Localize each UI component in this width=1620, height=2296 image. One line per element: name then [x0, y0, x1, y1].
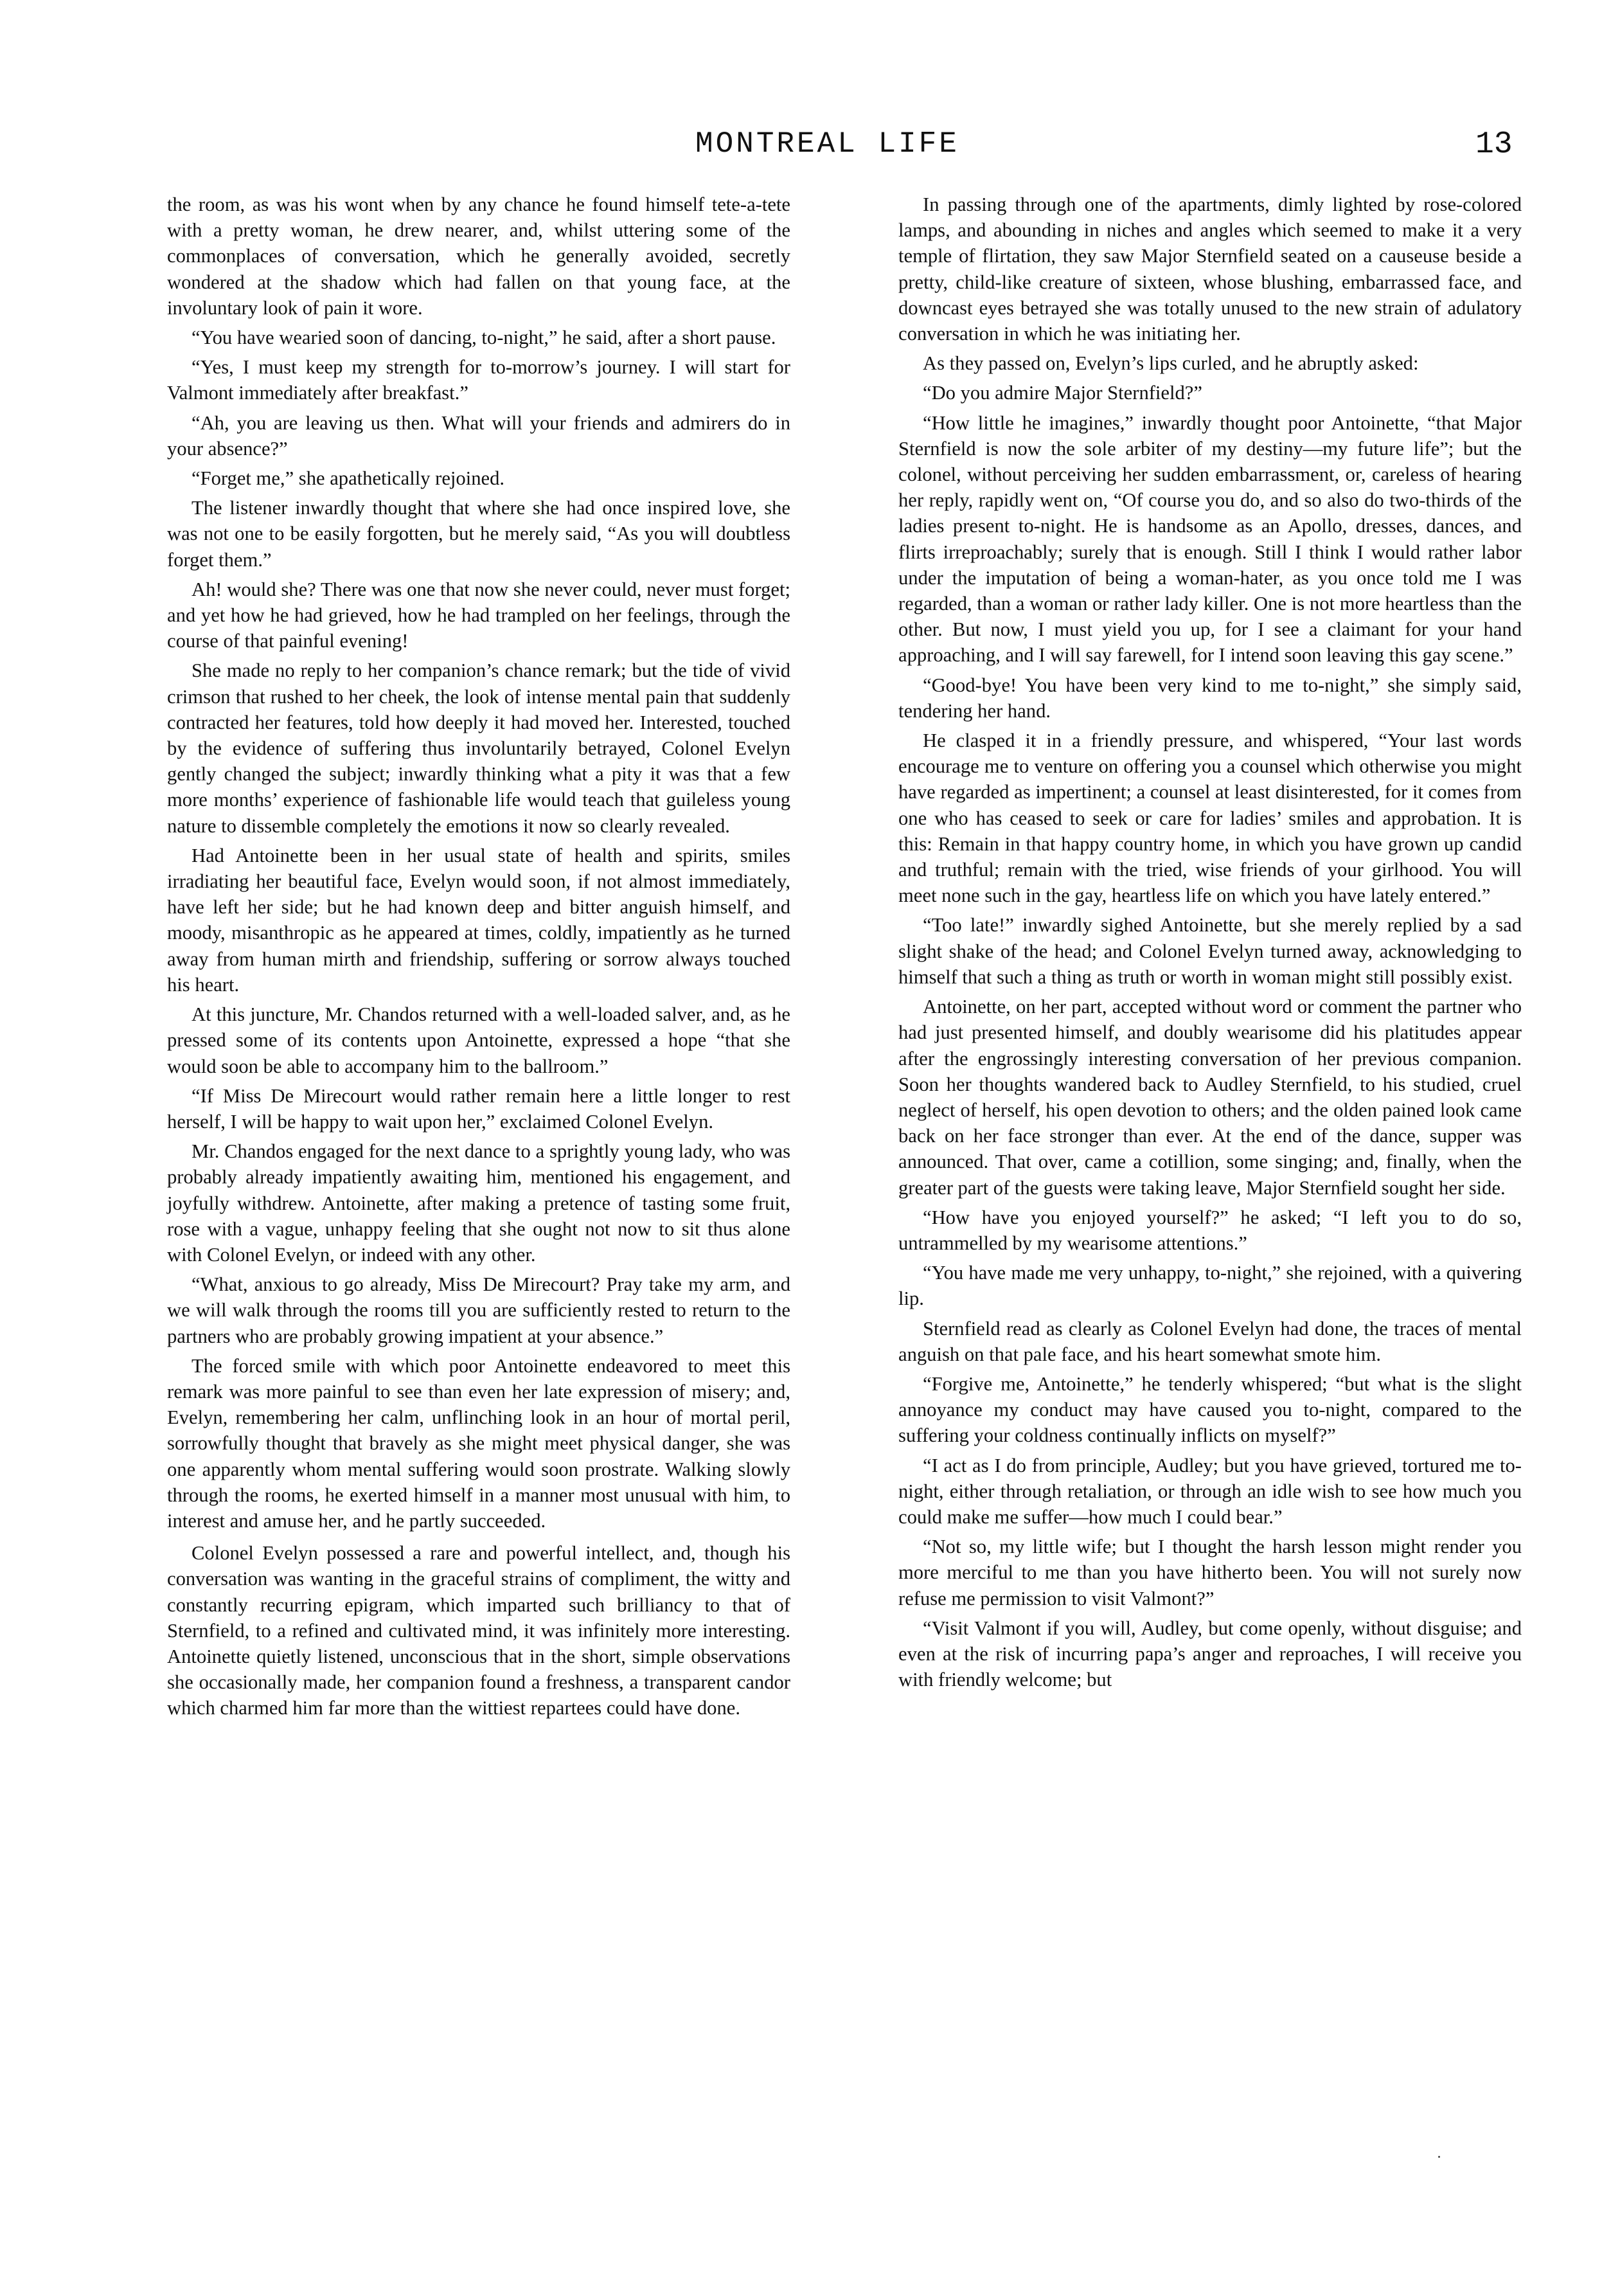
- paragraph: Colonel Evelyn possessed a rare and powerful intellect, and, though his conversation was wanting in the graceful strains of compliment, the witty and constantly recurring epigram, which imparted such brilliancy to that of Sternfield, to a refined and cultivated mind, it was infinitely more interesting. Antoinette quietly listened, unconscious that in the short, simple observations she occasionally made, her companion found a freshness, a transparent candor which charmed him far more than the wittiest repartees could have done.: [167, 1542, 790, 1719]
- paragraph: “What, anxious to go already, Miss De Mirecourt? Pray take my arm, and we will walk through the rooms till you are sufficiently rested to return to the partners who are probably growing impatient at your absence.”: [167, 1273, 790, 1347]
- paragraph: He clasped it in a friendly pressure, and whispered, “Your last words encourage me to venture on offering you a counsel which otherwise you might have regarded as impertinent; a counsel at least disinterested, for it comes from one who has ceased to seek or care for ladies’ smiles and approbation. It is this: Remain in that happy country home, in which you have grown up candid and truthful; remain with the tried, wise friends of your girlhood. You will meet none such in the gay, heartless life on which you have lately entered.”: [898, 730, 1522, 907]
- paragraph: “How little he imagines,” inwardly thought poor Antoinette, “that Major Sternfield is now the sole arbiter of my destiny—my future life”; but the colonel, without perceiving her sudden embarrassment, or, careless of hearing her reply, rapidly went on, “Of course you do, and so also do two-thirds of the ladies present to-night. He is handsome as an Apollo, dresses, dances, and flirts irreproachably; surely that is enough. Still I think I would rather labor under the imputation of being a woman-hater, as you once told me I was regarded, than a woman or rather lady killer. One is not more heartless than the other. But now, I must yield you up, for I see a claimant for your hand approaching, and I will say farewell, for I intend soon leaving this gay scene.”: [898, 411, 1522, 667]
- page-number: 13: [1475, 127, 1513, 162]
- paragraph: “Too late!” inwardly sighed Antoinette, but she merely replied by a sad slight shake of the head; and Colonel Evelyn turned away, acknowledging to himself that such a thing as truth or worth in woman might still possibly exist.: [898, 914, 1522, 988]
- paragraph: At this juncture, Mr. Chandos returned with a well-loaded salver, and, as he pressed some of its contents upon Antoinette, expressed a hope “that she would soon be able to accompany him to the ballroom.”: [167, 1003, 790, 1077]
- paragraph: “I act as I do from principle, Audley; but you have grieved, tortured me to-night, either through retaliation, or through an idle wish to see how much you could make me suffer—how much I could bear.”: [898, 1454, 1522, 1528]
- paragraph: “Not so, my little wife; but I thought the harsh lesson might render you more merciful to me than you have hitherto been. You will not surely now refuse me permission to visit Valmont?”: [898, 1536, 1522, 1610]
- paragraph: “Visit Valmont if you will, Audley, but come openly, without disguise; and even at the risk of incurring papa’s anger and reproaches, I will receive you with friendly welcome; but: [898, 1617, 1522, 1691]
- paragraph: The forced smile with which poor Antoinette endeavored to meet this remark was more painful to see than even her late expression of misery; and, Evelyn, remembering her calm, unflinching look in an hour of mortal peril, sorrowfully thought that bravely as she might meet physical danger, she was one apparently whom mental suffering would soon prostrate. Walking slowly through the rooms, he exerted himself in a manner most unusual with him, to interest and amuse her, and he partly succeeded.: [167, 1354, 790, 1532]
- paragraph: the room, as was his wont when by any chance he found himself tete-a-tete with a pretty woman, he drew nearer, and, whilst uttering some of the commonplaces of conversation, which he generally avoided, secretly wondered at the shadow which had fallen on that young face, at the involuntary look of pain it wore.: [167, 193, 790, 319]
- paragraph: “You have wearied soon of dancing, to-night,” he said, after a short pause.: [191, 327, 776, 349]
- paragraph: “Yes, I must keep my strength for to-morrow’s journey. I will start for Valmont immediately after breakfast.”: [167, 356, 790, 404]
- page-header: [0, 127, 1620, 172]
- paragraph: “Good-bye! You have been very kind to me to-night,” she simply said, tendering her hand.: [898, 674, 1522, 722]
- paragraph: “Ah, you are leaving us then. What will your friends and admirers do in your absence?”: [167, 411, 790, 460]
- paragraph: As they passed on, Evelyn’s lips curled, and he abruptly asked:: [923, 352, 1419, 375]
- paragraph: The listener inwardly thought that where she had once inspired love, she was not one to be easily forgotten, but he merely said, “As you will doubtless forget them.”: [167, 497, 790, 571]
- paragraph: Had Antoinette been in her usual state of health and spirits, smiles irradiating her beautiful face, Evelyn would soon, if not almost immediately, have left her side; but he had known deep and bitter anguish himself, and moody, misanthropic as he appeared at times, coldly, impatiently as he turned away from human mirth and friendship, suffering or sorrow always touched his heart.: [167, 844, 790, 996]
- right-column: [898, 192, 1522, 1696]
- paragraph: She made no reply to her companion’s chance remark; but the tide of vivid crimson that rushed to her cheek, the look of intense mental pain that suddenly contracted her features, told how deeply it had moved her. Interested, touched by the evidence of suffering thus involuntarily betrayed, Colonel Evelyn gently changed the subject; inwardly thinking what a pity it was that a few more months’ experience of fashionable life would teach that guileless young nature to dissemble completely the emotions it now so clearly revealed.: [167, 659, 790, 837]
- paragraph: “You have made me very unhappy, to-night,” she rejoined, with a quivering lip.: [898, 1262, 1522, 1310]
- paragraph: “How have you enjoyed yourself?” he asked; “I left you to do so, untrammelled by my wearisome attentions.”: [898, 1206, 1522, 1254]
- paragraph: Sternfield read as clearly as Colonel Evelyn had done, the traces of mental anguish on that pale face, and his heart somewhat smote him.: [898, 1317, 1522, 1365]
- left-column: [167, 192, 790, 1725]
- paragraph: Antoinette, on her part, accepted without word or comment the partner who had just presented himself, and doubly wearisome did his platitudes appear after the engrossingly interesting conversation of her previous companion. Soon her thoughts wandered back to Audley Sternfield, to his studied, cruel neglect of herself, his open devotion to others; and the olden pained look came back on her face stronger than ever. At the end of the dance, supper was announced. That over, came a cotillion, some singing; and, finally, when the greater part of the guests were taking leave, Major Sternfield sought her side.: [898, 996, 1522, 1199]
- paragraph: “Forgive me, Antoinette,” he tenderly whispered; “but what is the slight annoyance my conduct may have caused you to-night, compared to the suffering your coldness continually inflicts on myself?”: [898, 1372, 1522, 1447]
- print-speck: [1438, 2156, 1440, 2158]
- paragraph: “Forget me,” she apathetically rejoined.: [191, 467, 505, 490]
- paragraph: “Do you admire Major Sternfield?”: [923, 382, 1202, 404]
- paragraph: Mr. Chandos engaged for the next dance to a sprightly young lady, who was probably already impatiently awaiting him, mentioned his engagement, and joyfully withdrew. Antoinette, after making a pretence of tasting some fruit, rose with a vague, unhappy feeling that she ought not now to sit thus alone with Colonel Evelyn, or indeed with any other.: [167, 1140, 790, 1266]
- paragraph: Ah! would she? There was one that now she never could, never must forget; and yet how he had grieved, how he had trampled on her feelings, through the course of that painful evening!: [167, 578, 790, 652]
- running-title: MONTREAL LIFE: [695, 127, 959, 161]
- paragraph: “If Miss De Mirecourt would rather remain here a little longer to rest herself, I will be happy to wait upon her,” exclaimed Colonel Evelyn.: [167, 1084, 790, 1133]
- paragraph: In passing through one of the apartments, dimly lighted by rose-colored lamps, and abounding in niches and angles which seemed to make it a very temple of flirtation, they saw Major Sternfield seated on a causeuse beside a pretty, child-like creature of sixteen, whose blushing, embarrassed face, and downcast eyes betrayed she was totally unused to the new strain of adulatory conversation in which he was initiating her.: [898, 193, 1522, 345]
